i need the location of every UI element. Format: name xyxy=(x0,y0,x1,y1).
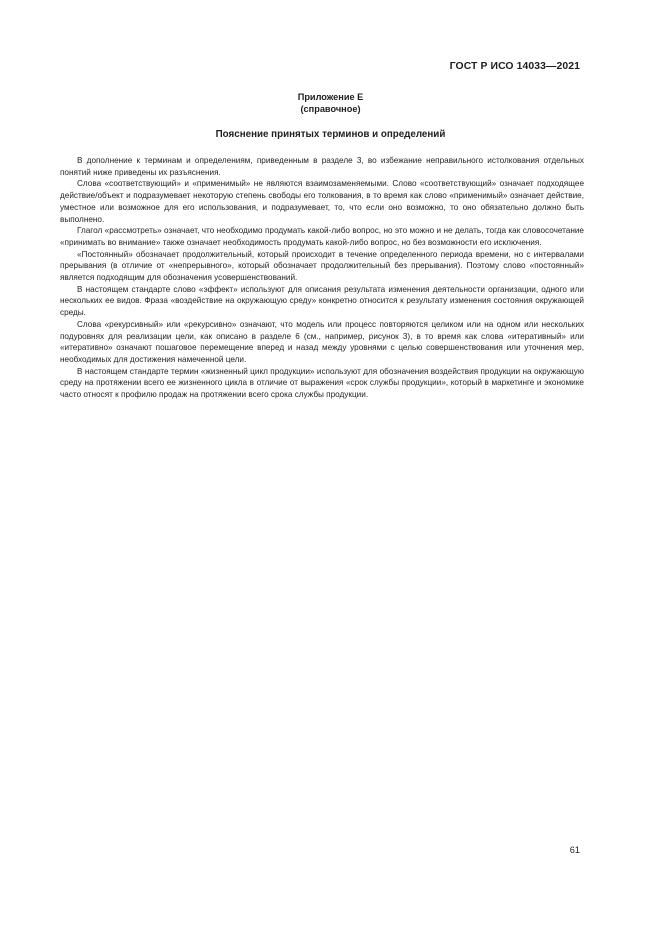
appendix-title: Приложение Е xyxy=(297,92,364,102)
paragraph: Слова «соответствующий» и «применимый» не являются взаимозаменяемыми. Слово «соответствующий» означает подходящее действие/объект и подразумевает некоторую степень свободы его толкования, в то время как слово «применимый» означает действие, уместное или возможное для его использования, и подразумевает, то, что если оно возможно, то оно обязательно должно быть выполнено. xyxy=(60,179,584,224)
paragraph: Слова «рекурсивный» или «рекурсивно» означают, что модель или процесс повторяются целиком или на одном или нескольких подуровнях для реализации цели, как описано в разделе 6 (см., например, рисунок 3), в то время как слова «итеративный» или «итеративно» означают пошаговое перемещение вперед и назад между уровнями с целью совершенствования или уточнения мер, необходимых для достижения намеченной цели. xyxy=(60,319,584,364)
paragraph: «Постоянный» обозначает продолжительный, который происходит в течение определенного периода времени, но с интервалами прерывания (в отличие от «непрерывного», который обозначает продолжительный без прерывания). Поэтому слово «постоянный» является подходящим для обозначения усовершенствований. xyxy=(60,249,584,283)
page-number: 61 xyxy=(569,845,580,855)
section-title: Пояснение принятых терминов и определений xyxy=(215,129,446,140)
paragraph: В настоящем стандарте термин «жизненный цикл продукции» используют для обозначения воздействия продукции на окружающую среду на протяжении всего ее жизненного цикла в отличие от выражения «срок службы продукции», который в маркетинге и экономике часто относят к профилю продаж на протяжении всего срока службы продукции. xyxy=(60,366,584,400)
paragraph: Глагол «рассмотреть» означает, что необходимо продумать какой-либо вопрос, но это можно и не делать, тогда как словосочетание «принимать во внимание» также означает необходимость продумать какой-либо вопрос, но без возможности его исключения. xyxy=(60,226,584,247)
body-text xyxy=(60,155,584,401)
appendix-subtitle: (справочное) xyxy=(300,104,361,114)
paragraph: В настоящем стандарте слово «эффект» используют для описания результата изменения деятельности организации, одного или нескольких ее видов. Фраза «воздействие на окружающую среду» конкретно относится к результату изменения состояния окружающей среды. xyxy=(60,284,584,318)
paragraph: В дополнение к терминам и определениям, приведенным в разделе 3, во избежание неправильного истолкования отдельных понятий ниже приведены их разъяснения. xyxy=(60,156,584,177)
standard-code: ГОСТ Р ИСО 14033—2021 xyxy=(449,61,580,72)
